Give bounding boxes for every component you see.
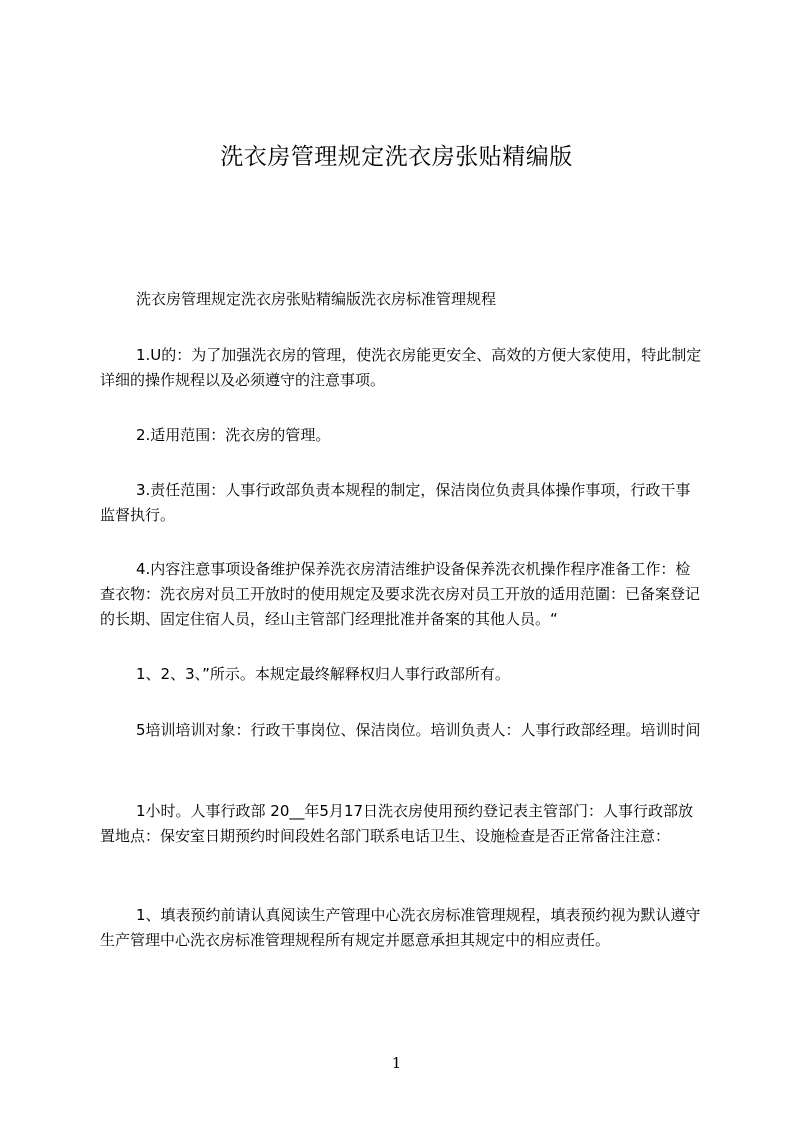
paragraph-responsibility: 3.责任范围：人事行政部负责本规程的制定，保洁岗位负责具体操作事项，行政干事监督执行。 <box>100 481 691 524</box>
paragraph-purpose: 1.U的：为了加强洗衣房的管理，使洗衣房能更安全、高效的方便大家使用，特此制定详细的操作规程以及必须遵守的注意事项。 <box>100 346 702 389</box>
paragraph-notice: 1、填表预约前请认真阅读生产管理中心洗衣房标准管理规程，填表预约视为默认遵守生产管理中心洗衣房标准管理规程所有规定并愿意承担其规定中的相应责任。 <box>100 906 701 949</box>
paragraph-registration: 1小时。人事行政部 20__年5月17日洗衣房使用预约登记表主管部门：人事行政部放置地点：保安室日期预约时间段姓名部门联系电话卫生、设施检查是否正常备注注意： <box>100 802 694 845</box>
paragraph-training: 5培训培训对象：行政干事岗位、保洁岗位。培训负责人：人事行政部经理。培训时间 <box>136 721 701 739</box>
document-title: 洗衣房管理规定洗衣房张贴精编版 <box>220 144 573 170</box>
paragraph-scope: 2.适用范围：洗衣房的管理。 <box>136 426 331 444</box>
paragraph-interpretation: 1、2、3、”所示。本规定最终解释权归人事行政部所有。 <box>136 665 510 683</box>
paragraph-subtitle: 洗衣房管理规定洗衣房张贴精编版洗衣房标准管理规程 <box>136 290 497 308</box>
paragraph-content: 4.内容注意事项设备维护保养洗衣房清洁维护设备保养洗衣机操作程序准备工作：检查衣物：洗衣房对员工开放时的使用规定及要求洗衣房对员工开放的适用范圍：已备案登记的长期、固定住宿人员，经山主管部门经理批准并备案的其他人员。“ <box>100 560 701 628</box>
page-number: 1 <box>391 1054 402 1072</box>
